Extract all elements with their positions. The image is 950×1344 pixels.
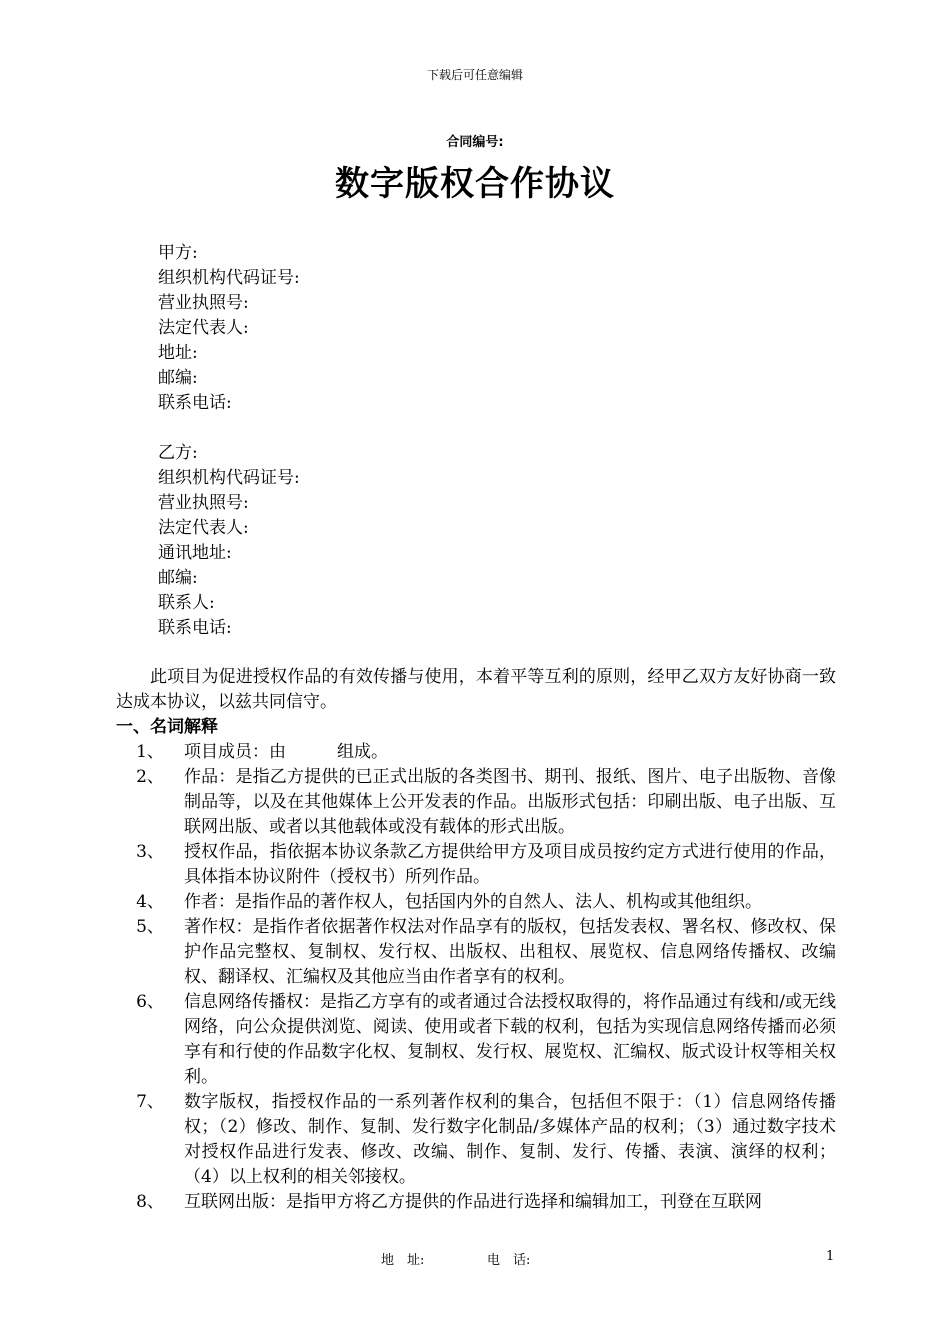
party-a-block bbox=[158, 241, 300, 416]
party-b-org-code: 组织机构代码证号: bbox=[158, 468, 300, 488]
term-text: 著作权：是指作者依据著作权法对作品享有的版权，包括发表权、署名权、修改权、保护作品完整权、复制权、发行权、出版权、出租权、展览权、信息网络传播权、改编权、翻译权、汇编权及其他应当由作者享有的权利。 bbox=[184, 917, 836, 987]
term-text: 作品：是指乙方提供的已正式出版的各类图书、期刊、报纸、图片、电子出版物、音像制品等，以及在其他媒体上公开发表的作品。出版形式包括：印刷出版、电子出版、互联网出版、或者以其他载体或没有载体的形式出版。 bbox=[184, 767, 836, 837]
header-note: 下载后可任意编辑 bbox=[426, 68, 523, 82]
section-heading: 一、名词解释 bbox=[116, 717, 218, 737]
term-number: 3、 bbox=[136, 842, 164, 862]
term-text: 互联网出版：是指甲方将乙方提供的作品进行选择和编辑加工，刊登在互联网 bbox=[184, 1192, 762, 1212]
term-item bbox=[116, 1190, 836, 1215]
party-a-org-code: 组织机构代码证号: bbox=[158, 268, 300, 288]
term-number: 5、 bbox=[136, 917, 164, 937]
term-number: 4、 bbox=[136, 892, 164, 912]
term-number: 8、 bbox=[136, 1192, 164, 1212]
term-item bbox=[116, 1090, 836, 1190]
term-number: 2、 bbox=[136, 767, 164, 787]
term-item bbox=[116, 740, 836, 765]
party-a-postcode: 邮编: bbox=[158, 368, 198, 388]
party-b-label: 乙方: bbox=[158, 443, 198, 463]
party-a-address: 地址: bbox=[158, 343, 198, 363]
term-item bbox=[116, 765, 836, 840]
party-b-contact: 联系人: bbox=[158, 593, 215, 613]
party-b-phone: 联系电话: bbox=[158, 618, 232, 638]
term-text: 数字版权，指授权作品的一系列著作权利的集合，包括但不限于：（1）信息网络传播权；（2）修改、制作、复制、发行数字化制品/多媒体产品的权利；（3）通过数字技术对授权作品进行发表、修改、改编、制作、复制、发行、传播、表演、演绎的权利；（4）以上权利的相关邻接权。 bbox=[184, 1092, 836, 1187]
page-number: 1 bbox=[826, 1249, 835, 1264]
party-b-license: 营业执照号: bbox=[158, 493, 249, 513]
party-a-phone: 联系电话: bbox=[158, 393, 232, 413]
term-text: 信息网络传播权：是指乙方享有的或者通过合法授权取得的，将作品通过有线和/或无线网络，向公众提供浏览、阅读、使用或者下载的权利，包括为实现信息网络传播而必须享有和行使的作品数字化权、复制权、发行权、展览权、汇编权、版式设计权等相关权利。 bbox=[184, 992, 836, 1087]
term-text: 项目成员：由 组成。 bbox=[184, 742, 388, 762]
term-item bbox=[116, 990, 836, 1090]
footer-phone-label: 电 话: bbox=[487, 1253, 531, 1268]
term-item bbox=[116, 890, 836, 915]
party-b-postcode: 邮编: bbox=[158, 568, 198, 588]
party-b-legal-rep: 法定代表人: bbox=[158, 518, 249, 538]
term-number: 6、 bbox=[136, 992, 164, 1012]
terms-list bbox=[116, 740, 836, 1215]
term-text: 作者：是指作品的著作权人，包括国内外的自然人、法人、机构或其他组织。 bbox=[184, 892, 762, 912]
term-item bbox=[116, 915, 836, 990]
term-item bbox=[116, 840, 836, 890]
party-a-label: 甲方: bbox=[158, 243, 198, 263]
term-text: 授权作品，指依据本协议条款乙方提供给甲方及项目成员按约定方式进行使用的作品，具体指本协议附件（授权书）所列作品。 bbox=[184, 842, 836, 887]
preamble-paragraph: 此项目为促进授权作品的有效传播与使用，本着平等互利的原则，经甲乙双方友好协商一致达成本协议，以兹共同信守。 bbox=[116, 667, 836, 712]
term-number: 1、 bbox=[136, 742, 164, 762]
party-b-block bbox=[158, 441, 300, 641]
footer-address-label: 地 址: bbox=[381, 1253, 425, 1268]
party-b-address: 通讯地址: bbox=[158, 543, 232, 563]
term-number: 7、 bbox=[136, 1092, 164, 1112]
contract-number-label: 合同编号: bbox=[446, 135, 504, 150]
party-a-license: 营业执照号: bbox=[158, 293, 249, 313]
party-a-legal-rep: 法定代表人: bbox=[158, 318, 249, 338]
document-title: 数字版权合作协议 bbox=[335, 164, 615, 204]
